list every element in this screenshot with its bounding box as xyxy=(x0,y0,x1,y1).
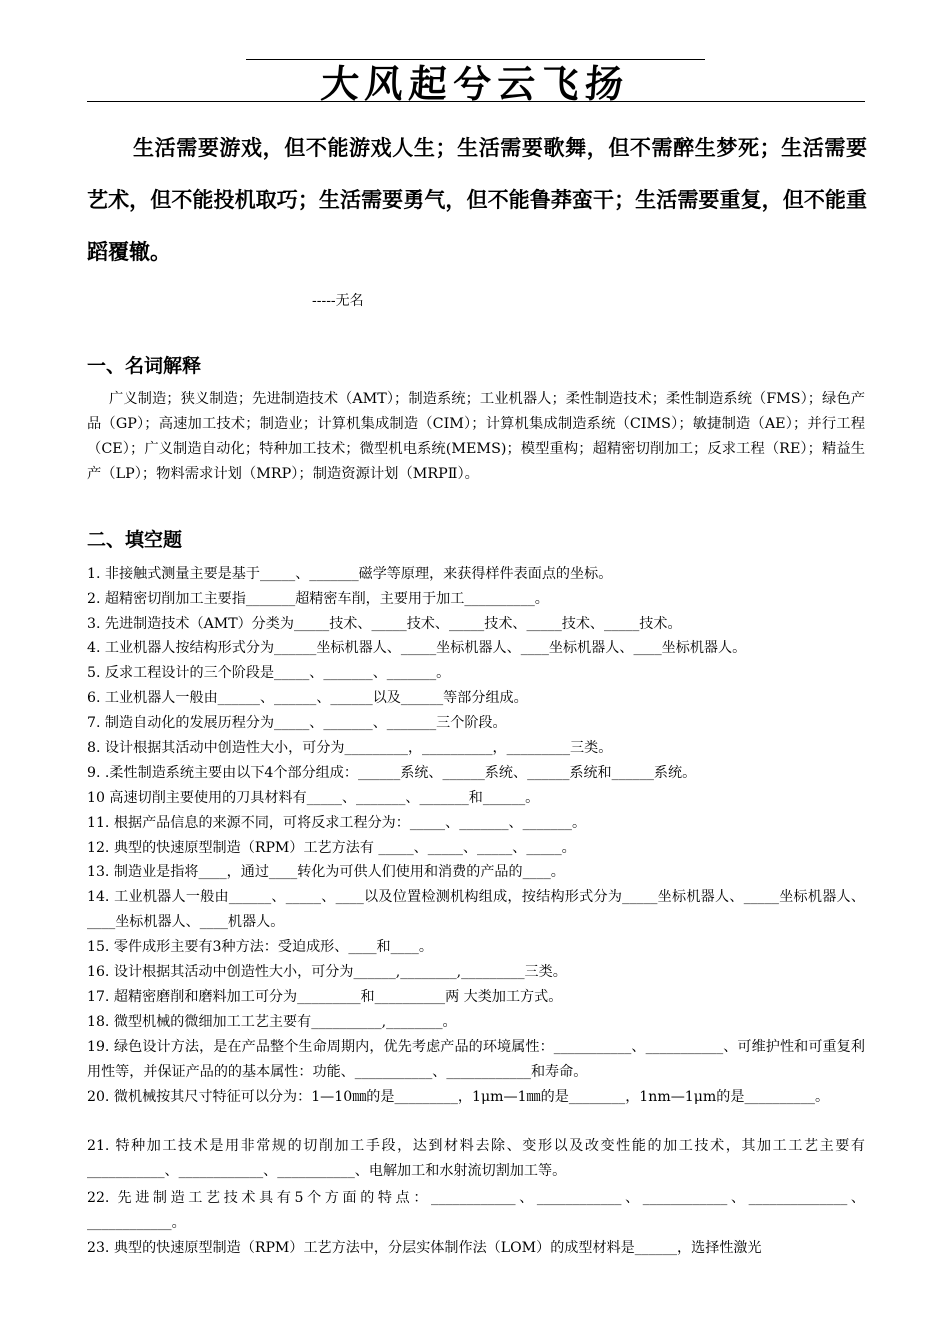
section-heading-definitions: 一、名词解释 xyxy=(87,355,202,377)
question-item: 6. 工业机器人一般由______、______、______以及______等部分组成。 xyxy=(87,690,528,706)
section-heading-fill-blanks: 二、填空题 xyxy=(87,529,183,551)
question-item: 17. 超精密磨削和磨料加工可分为_________和__________两 大类加工方式。 xyxy=(87,989,563,1005)
top-rule-short xyxy=(246,59,705,60)
question-item: 16. 设计根据其活动中创造性大小，可分为______,________,_________三类。 xyxy=(87,964,567,980)
question-item: 14. 工业机器人一般由______、_____、____以及位置检测机构组成，按结构形式分为_____坐标机器人、_____坐标机器人、____坐标机器人、____机器人。 xyxy=(87,889,865,930)
top-rule-long xyxy=(87,101,865,102)
question-item: 2. 超精密切削加工主要指_______超精密车削，主要用于加工__________。 xyxy=(87,591,549,607)
question-item: 7. 制造自动化的发展历程分为_____、_______、_______三个阶段。 xyxy=(87,715,507,731)
question-item: 12. 典型的快速原型制造（RPM）工艺方法有 _____、_____、_____、_____。 xyxy=(87,840,576,856)
question-item: 22. 先进制造工艺技术具有5个方面的特点：____________、____________、____________、______________、____________。 xyxy=(87,1190,865,1231)
question-item: 23. 典型的快速原型制造（RPM）工艺方法中，分层实体制作法（LOM）的成型材料是______，选择性激光 xyxy=(87,1240,762,1256)
banner-title: 大风起兮云飞扬 xyxy=(319,62,631,106)
question-item: 20. 微机械按其尺寸特征可以分为：1—10㎜的是_________，1μm—1㎜的是________，1nm—1μm的是__________。 xyxy=(87,1089,830,1105)
question-item: 13. 制造业是指将____，通过____转化为可供人们使用和消费的产品的____。 xyxy=(87,864,565,880)
question-item: 11. 根据产品信息的来源不同，可将反求工程分为：_____、_______、_______。 xyxy=(87,815,587,831)
motto-author: -----无名 xyxy=(312,293,364,309)
motto-paragraph: 生活需要游戏，但不能游戏人生；生活需要歌舞，但不需醉生梦死；生活需要艺术，但不能投机取巧；生活需要勇气，但不能鲁莽蛮干；生活需要重复，但不能重蹈覆辙。 xyxy=(87,136,867,264)
definitions-terms: 广义制造；狭义制造；先进制造技术（AMT）；制造系统；工业机器人；柔性制造技术；柔性制造系统（FMS）；绿色产品（GP）；高速加工技术；制造业；计算机集成制造（CIM）；计算机集成制造系统（CIMS）；敏捷制造（AE）；并行工程（CE）；广义制造自动化；特种加工技术；微型机电系统(MEMS)；模型重构；超精密切削加工；反求工程（RE）；精益生产（LP）；物料需求计划（MRP）；制造资源计划（MRPⅡ）。 xyxy=(87,391,865,482)
question-item: 4. 工业机器人按结构形式分为______坐标机器人、_____坐标机器人、____坐标机器人、____坐标机器人。 xyxy=(87,640,747,656)
question-item: 18. 微型机械的微细加工工艺主要有__________,________。 xyxy=(87,1014,457,1030)
question-item: 3. 先进制造技术（AMT）分类为_____技术、_____技术、_____技术、_____技术、_____技术。 xyxy=(87,616,682,632)
question-item: 1. 非接触式测量主要是基于_____、_______磁学等原理，来获得样件表面点的坐标。 xyxy=(87,566,613,582)
question-item: 15. 零件成形主要有3种方法：受迫成形、____和____。 xyxy=(87,939,433,955)
question-item: 21. 特种加工技术是用非常规的切削加工手段，达到材料去除、变形以及改变性能的加工技术，其加工工艺主要有___________、____________、___________、电解加工和水射流切割加工等。 xyxy=(87,1138,865,1179)
question-item: 5. 反求工程设计的三个阶段是_____、_______、_______。 xyxy=(87,665,451,681)
question-item: 10 高速切削主要使用的刀具材料有_____、_______、_______和______。 xyxy=(87,790,540,806)
question-item: 19. 绿色设计方法，是在产品整个生命周期内，优先考虑产品的环境属性：___________、___________、可维护性和可重复利用性等，并保证产品的的基本属性：功能、___________、____________和寿命。 xyxy=(87,1039,865,1080)
question-item: 9. .柔性制造系统主要由以下4个部分组成：______系统、______系统、______系统和______系统。 xyxy=(87,765,697,781)
question-item: 8. 设计根据其活动中创造性大小，可分为_________，__________，_________三类。 xyxy=(87,740,613,756)
